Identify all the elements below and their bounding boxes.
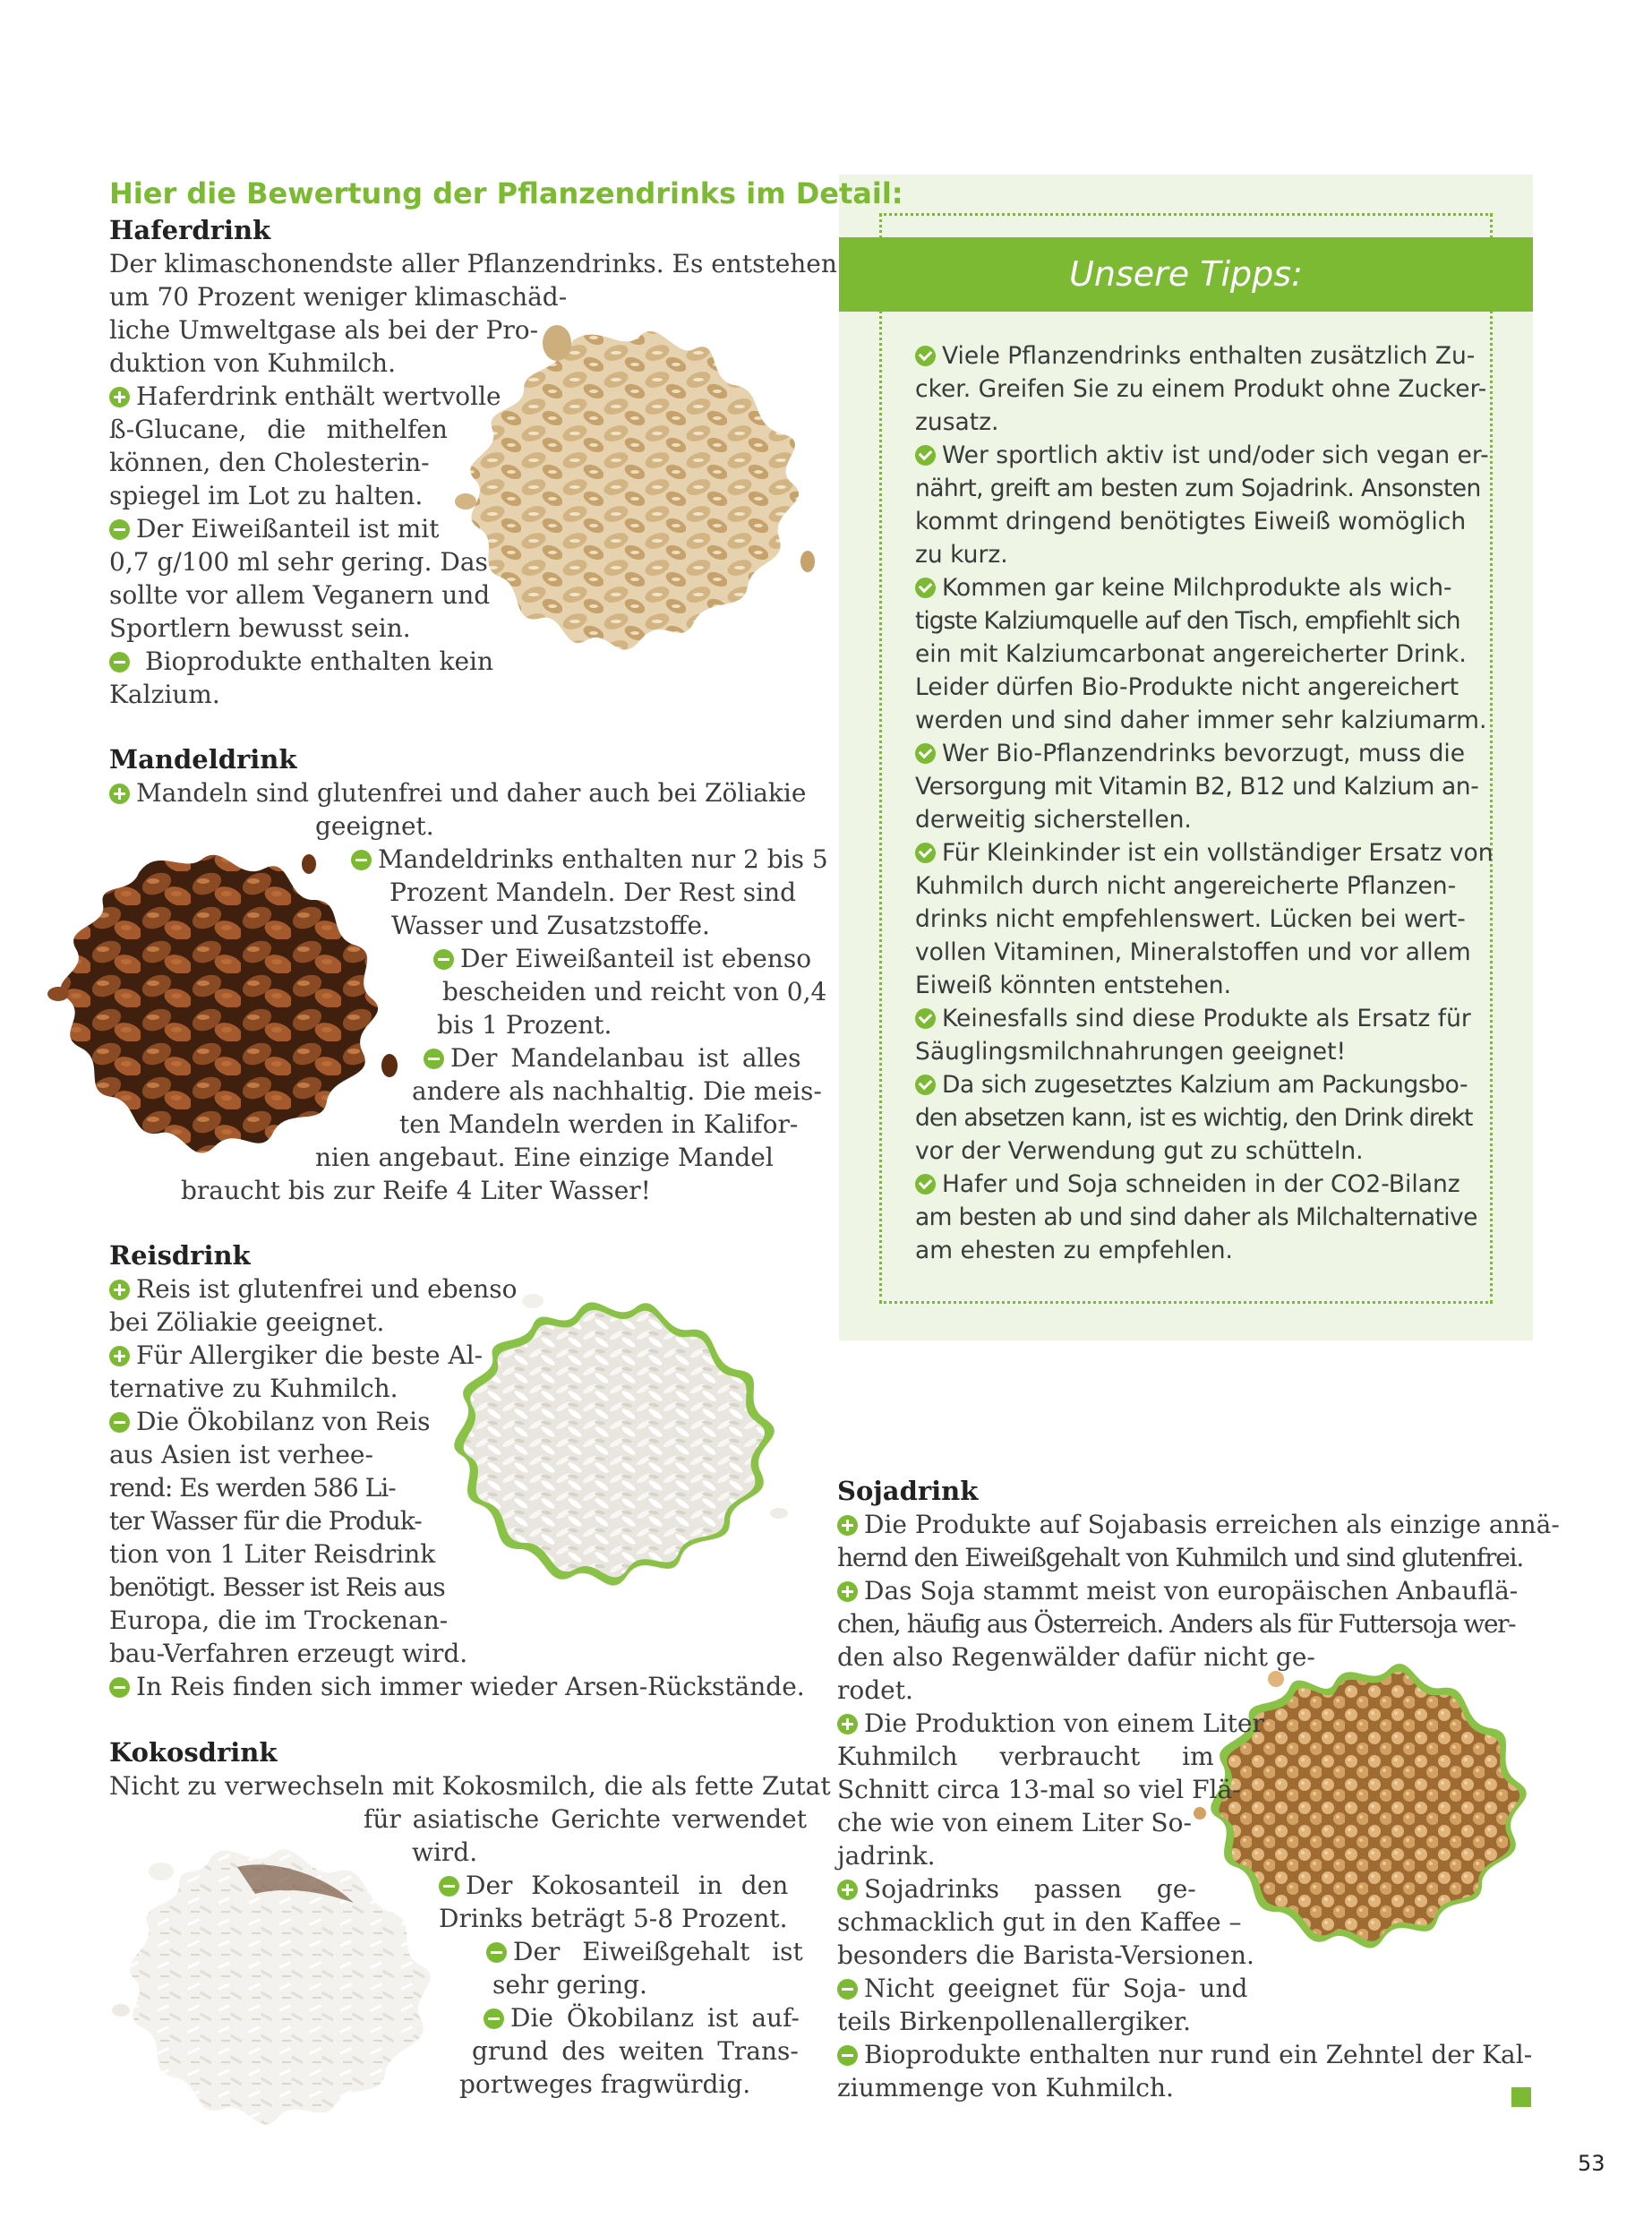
tip-item: Für Kleinkinder ist ein vollständiger Ersatz von bbox=[915, 836, 1494, 869]
minus-icon bbox=[424, 1049, 444, 1069]
reis-line: ternative zu Kuhmilch. bbox=[109, 1374, 398, 1403]
tip-line: derweitig sicherstellen. bbox=[915, 806, 1192, 834]
mandel-con-item: Der Mandelanbau ist alles bbox=[424, 1041, 800, 1075]
mandel-line: bescheiden und reicht von 0,4 bbox=[442, 977, 827, 1006]
soja-line: Kuhmilch verbraucht im bbox=[837, 1742, 1214, 1771]
kokos-line: wird. bbox=[412, 1837, 478, 1867]
page-number: 53 bbox=[1578, 2151, 1605, 2176]
kokos-line: Nicht zu verwechseln mit Kokosmilch, die als fette Zutat bbox=[109, 1771, 831, 1801]
minus-icon bbox=[351, 850, 372, 870]
tip-item: Viele Pflanzendrinks enthalten zusätzlich Zu- bbox=[915, 339, 1475, 373]
reis-line: bau-Verfahren erzeugt wird. bbox=[109, 1639, 468, 1668]
reis-line: ter Wasser für die Produk- bbox=[109, 1506, 422, 1536]
hafer-pro-item: Haferdrink enthält wertvolle bbox=[109, 380, 501, 413]
rice-image bbox=[421, 1276, 797, 1607]
tip-item: Hafer und Soja schneiden in der CO2-Bilanz bbox=[915, 1168, 1460, 1201]
mandel-pro-item: Mandeln sind glutenfrei und daher auch bei Zöliakie bbox=[109, 776, 806, 809]
minus-icon bbox=[837, 1979, 858, 2000]
minus-icon bbox=[837, 2045, 858, 2066]
reis-line: aus Asien ist verhee- bbox=[109, 1440, 373, 1469]
check-icon bbox=[915, 1008, 936, 1029]
tip-line: vor der Verwendung gut zu schütteln. bbox=[915, 1137, 1364, 1165]
check-icon bbox=[915, 346, 936, 366]
kokos-con-item: Der Kokosanteil in den bbox=[439, 1869, 788, 1902]
reis-con-item: Die Ökobilanz von Reis bbox=[109, 1405, 430, 1438]
soja-line: jadrink. bbox=[837, 1841, 936, 1871]
reis-con-item: In Reis finden sich immer wieder Arsen-Rückstände. bbox=[109, 1670, 805, 1703]
hafer-line: Kalzium. bbox=[109, 680, 220, 709]
minus-icon bbox=[109, 652, 130, 672]
tip-line: nährt, greift am besten zum Sojadrink. Ansonsten bbox=[915, 475, 1481, 502]
mandel-line: braucht bis zur Reife 4 Liter Wasser! bbox=[181, 1176, 651, 1205]
hafer-con-item: Bioprodukte enthalten kein bbox=[109, 645, 493, 678]
check-icon bbox=[915, 743, 936, 764]
mandeldrink-heading: Mandeldrink bbox=[109, 744, 297, 775]
hafer-line: spiegel im Lot zu halten. bbox=[109, 481, 424, 510]
minus-icon bbox=[433, 949, 454, 970]
tip-line: cker. Greifen Sie zu einem Produkt ohne Zucker- bbox=[915, 375, 1487, 403]
plus-icon bbox=[109, 387, 130, 407]
reis-pro-item: Reis ist glutenfrei und ebenso bbox=[109, 1272, 518, 1306]
mandel-con-item: Der Eiweißanteil ist ebenso bbox=[433, 942, 811, 975]
tip-item: Da sich zugesetztes Kalzium am Packungsbo- bbox=[915, 1068, 1468, 1101]
tip-item: Kommen gar keine Milchprodukte als wich- bbox=[915, 571, 1452, 604]
mandel-line: Wasser und Zusatzstoffe. bbox=[391, 911, 710, 940]
hafer-line: ß-Glucane, die mithelfen bbox=[109, 415, 448, 444]
hafer-line: Der klimaschonendste aller Pflanzendrinks. Es entstehen bbox=[109, 249, 837, 278]
tip-line: Säuglingsmilchnahrungen geeignet! bbox=[915, 1038, 1347, 1066]
reisdrink-heading: Reisdrink bbox=[109, 1240, 251, 1271]
mandel-line: bis 1 Prozent. bbox=[437, 1010, 612, 1040]
check-icon bbox=[915, 578, 936, 598]
soja-line: chen, häufig aus Österreich. Anders als für Futtersoja wer- bbox=[837, 1609, 1516, 1639]
soja-pro-item: Die Produktion von einem Liter bbox=[837, 1707, 1264, 1740]
tip-line: werden und sind daher immer sehr kalziumarm. bbox=[915, 707, 1487, 734]
mandel-line: andere als nachhaltig. Die meis- bbox=[412, 1076, 822, 1106]
hafer-line: Sportlern bewusst sein. bbox=[109, 613, 411, 643]
hafer-line: 0,7 g/100 ml sehr gering. Das bbox=[109, 547, 488, 577]
mandel-line: geeignet. bbox=[315, 811, 434, 841]
tip-line: am besten ab und sind daher als Milchalternative bbox=[915, 1203, 1477, 1231]
reis-line: rend: Es werden 586 Li- bbox=[109, 1473, 396, 1503]
kokosdrink-heading: Kokosdrink bbox=[109, 1737, 278, 1768]
soja-line: che wie von einem Liter So- bbox=[837, 1808, 1192, 1837]
hafer-line: duktion von Kuhmilch. bbox=[109, 348, 396, 378]
plus-icon bbox=[837, 1714, 858, 1734]
soja-con-item: Nicht geeignet für Soja- und bbox=[837, 1972, 1247, 2005]
soja-line: besonders die Barista-Versionen. bbox=[837, 1940, 1254, 1970]
tip-line: Leider dürfen Bio-Produkte nicht angereichert bbox=[915, 673, 1459, 701]
soja-pro-item: Das Soja stammt meist von europäischen Anbauflä- bbox=[837, 1574, 1518, 1607]
plus-icon bbox=[837, 1515, 858, 1536]
tip-line: drinks nicht empfehlenswert. Lücken bei wert- bbox=[915, 905, 1466, 933]
tip-line: am ehesten zu empfehlen. bbox=[915, 1237, 1233, 1264]
soja-line: schmacklich gut in den Kaffee – bbox=[837, 1907, 1242, 1937]
tip-item: Wer Bio-Pflanzendrinks bevorzugt, muss die bbox=[915, 737, 1465, 770]
tip-line: Versorgung mit Vitamin B2, B12 und Kalzium an- bbox=[915, 773, 1479, 801]
article-end-square bbox=[1511, 2087, 1531, 2107]
tip-line: Kuhmilch durch nicht angereicherte Pflanzen- bbox=[915, 872, 1457, 900]
mandel-line: nien angebaut. Eine einzige Mandel bbox=[315, 1143, 774, 1172]
plus-icon bbox=[109, 1346, 130, 1366]
mandel-line: Prozent Mandeln. Der Rest sind bbox=[389, 878, 797, 907]
hafer-con-item: Der Eiweißanteil ist mit bbox=[109, 512, 440, 545]
reis-line: Europa, die im Trockenan- bbox=[109, 1606, 449, 1635]
reis-line: tion von 1 Liter Reisdrink bbox=[109, 1539, 436, 1569]
hafer-line: liche Umweltgase als bei der Pro- bbox=[109, 315, 539, 345]
plus-icon bbox=[837, 1581, 858, 1602]
minus-icon bbox=[484, 2008, 504, 2029]
almonds-image bbox=[40, 837, 416, 1169]
soja-line: hernd den Eiweißgehalt von Kuhmilch und sind glutenfrei. bbox=[837, 1543, 1524, 1572]
reis-line: benötigt. Besser ist Reis aus bbox=[109, 1572, 445, 1602]
hafer-line: sollte vor allem Veganern und bbox=[109, 580, 491, 610]
tip-line: tigste Kalziumquelle auf den Tisch, empfiehlt sich bbox=[915, 607, 1460, 635]
reis-pro-item: Für Allergiker die beste Al- bbox=[109, 1339, 483, 1372]
kokos-con-item: Die Ökobilanz ist auf- bbox=[484, 2001, 800, 2034]
minus-icon bbox=[439, 1876, 459, 1897]
soja-pro-item: Die Produkte auf Sojabasis erreichen als einzige annä- bbox=[837, 1508, 1560, 1541]
tips-title: Unsere Tipps: bbox=[1069, 254, 1303, 294]
plus-icon bbox=[109, 1280, 130, 1300]
tip-line: vollen Vitaminen, Mineralstoffen und vor allem bbox=[915, 938, 1471, 966]
haferdrink-heading: Haferdrink bbox=[109, 215, 271, 245]
minus-icon bbox=[109, 519, 130, 540]
check-icon bbox=[915, 1174, 936, 1195]
soja-pro-item: Sojadrinks passen ge- bbox=[837, 1872, 1196, 1905]
page-headline: Hier die Bewertung der Pflanzendrinks im Detail: bbox=[109, 176, 903, 210]
plus-icon bbox=[837, 1880, 858, 1900]
kokos-con-item: Der Eiweißgehalt ist bbox=[486, 1935, 803, 1968]
tip-line: den absetzen kann, ist es wichtig, den Drink direkt bbox=[915, 1104, 1473, 1132]
tip-line: kommt dringend benötigtes Eiweiß womöglich bbox=[915, 508, 1467, 535]
mandel-line: ten Mandeln werden in Kalifor- bbox=[399, 1109, 799, 1139]
minus-icon bbox=[109, 1412, 130, 1433]
check-icon bbox=[915, 843, 936, 863]
kokos-line: sehr gering. bbox=[492, 1970, 647, 2000]
plus-icon bbox=[109, 784, 130, 804]
mandel-con-item: Mandeldrinks enthalten nur 2 bis 5 bbox=[351, 843, 828, 876]
oats-image bbox=[439, 318, 815, 676]
tip-item: Wer sportlich aktiv ist und/oder sich vegan er- bbox=[915, 439, 1489, 472]
coconut-image bbox=[94, 1831, 470, 2127]
tip-line: Eiweiß könnten entstehen. bbox=[915, 972, 1231, 999]
kokos-line: für asiatische Gerichte verwendet bbox=[364, 1804, 807, 1834]
kokos-line: portweges fragwürdig. bbox=[459, 2069, 751, 2099]
soja-line: ziummenge von Kuhmilch. bbox=[837, 2073, 1174, 2102]
sojadrink-heading: Sojadrink bbox=[837, 1476, 979, 1506]
hafer-line: können, den Cholesterin- bbox=[109, 448, 430, 477]
tip-item: Keinesfalls sind diese Produkte als Ersatz für bbox=[915, 1002, 1471, 1035]
soja-line: den also Regenwälder dafür nicht ge- bbox=[837, 1642, 1315, 1672]
tip-line: zusatz. bbox=[915, 408, 999, 436]
kokos-line: grund des weiten Trans- bbox=[472, 2036, 799, 2066]
check-icon bbox=[915, 1075, 936, 1095]
soja-line: rodet. bbox=[837, 1675, 913, 1705]
check-icon bbox=[915, 445, 936, 466]
kokos-line: Drinks beträgt 5-8 Prozent. bbox=[439, 1904, 788, 1933]
hafer-line: um 70 Prozent weniger klimaschäd- bbox=[109, 282, 568, 312]
minus-icon bbox=[109, 1677, 130, 1698]
soja-line: teils Birkenpollenallergiker. bbox=[837, 2007, 1191, 2036]
soja-con-item: Bioprodukte enthalten nur rund ein Zehntel der Kal- bbox=[837, 2038, 1532, 2071]
tip-line: ein mit Kalziumcarbonat angereicherter Drink. bbox=[915, 640, 1467, 668]
reis-line: bei Zöliakie geeignet. bbox=[109, 1307, 385, 1337]
minus-icon bbox=[486, 1942, 507, 1963]
soja-line: Schnitt circa 13-mal so viel Flä- bbox=[837, 1775, 1241, 1804]
tip-line: zu kurz. bbox=[915, 541, 1008, 569]
